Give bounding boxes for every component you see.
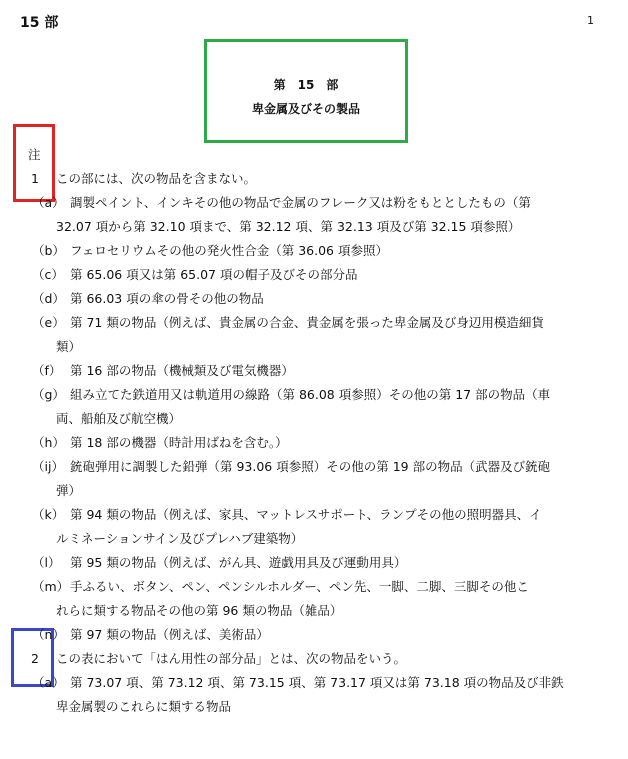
item-text: 第 65.06 項又は第 65.07 項の帽子及びその部分品 <box>70 267 358 282</box>
page-number: 1 <box>587 14 594 27</box>
item-text: 銃砲弾用に調製した鉛弾（第 93.06 項参照）その他の第 19 部の物品（武器及び銃砲 <box>70 459 551 474</box>
section-title: 第 15 部 <box>273 78 339 92</box>
highlight-box-note1 <box>13 124 55 202</box>
notes-label: 注 <box>28 147 41 162</box>
item-marker: （a） <box>32 675 65 690</box>
item-marker: （b） <box>32 243 65 258</box>
note-2-number: 2 <box>31 651 39 666</box>
item-marker: （f） <box>32 363 62 378</box>
item-marker: （l） <box>32 555 61 570</box>
item-text: 卑金属製のこれらに類する物品 <box>56 699 232 714</box>
item-text: 第 73.07 項、第 73.12 項、第 73.15 項、第 73.17 項又は第 73.18 項の物品及び非鉄 <box>70 675 564 690</box>
section-subtitle: 卑金属及びその製品 <box>251 102 360 116</box>
item-marker: （e） <box>32 315 65 330</box>
item-text: 弾） <box>56 483 82 498</box>
item-marker: （h） <box>32 435 65 450</box>
note-1-number: 1 <box>31 171 39 186</box>
item-marker: （n） <box>32 627 65 642</box>
item-text: フェロセリウムその他の発火性合金（第 36.06 項参照） <box>70 243 388 258</box>
item-text: れらに類する物品その他の第 96 類の物品（雑品） <box>56 603 343 618</box>
item-text: ルミネーションサイン及びプレハブ建築物） <box>56 531 304 546</box>
item-text: 第 66.03 項の傘の骨その他の物品 <box>70 291 264 306</box>
item-marker: （ij） <box>32 459 64 474</box>
note-2-intro: この表において「はん用性の部分品」とは、次の物品をいう。 <box>56 651 407 666</box>
item-text: 第 94 類の物品（例えば、家具、マットレスサポート、ランプその他の照明器具、イ <box>70 507 542 522</box>
section-header: 15 部 <box>20 15 59 31</box>
item-text: 第 18 部の機器（時計用ばねを含む。） <box>70 435 288 450</box>
item-text: 第 97 類の物品（例えば、美術品） <box>70 627 269 642</box>
item-text: 類） <box>56 339 82 354</box>
item-marker: （g） <box>32 387 65 402</box>
item-text: 調製ペイント、インキその他の物品で金属のフレーク又は粉をもととしたもの（第 <box>70 195 531 210</box>
item-text: 組み立てた鉄道用又は軌道用の線路（第 86.08 項参照）その他の第 17 部の物品（車 <box>70 387 551 402</box>
section-title-box <box>204 39 408 143</box>
item-text: 第 95 類の物品（例えば、がん具、遊戯用具及び運動用具） <box>70 555 407 570</box>
item-marker: （c） <box>32 267 64 282</box>
item-text: 手ふるい、ボタン、ペン、ペンシルホルダー、ペン先、一脚、二脚、三脚その他こ <box>70 579 529 594</box>
item-text: 第 71 類の物品（例えば、貴金属の合金、貴金属を張った卑金属及び身辺用模造細貨 <box>70 315 544 330</box>
item-marker: （m） <box>32 579 70 594</box>
item-text: 第 16 部の物品（機械類及び電気機器） <box>70 363 294 378</box>
note-1-intro: この部には、次の物品を含まない。 <box>56 171 257 186</box>
item-marker: （a） <box>32 195 65 210</box>
item-marker: （d） <box>32 291 65 306</box>
item-text: 両、船舶及び航空機） <box>56 411 182 426</box>
item-text: 32.07 項から第 32.10 項まで、第 32.12 項、第 32.13 項及び第 32.15 項参照） <box>56 219 521 234</box>
item-marker: （k） <box>32 507 65 522</box>
